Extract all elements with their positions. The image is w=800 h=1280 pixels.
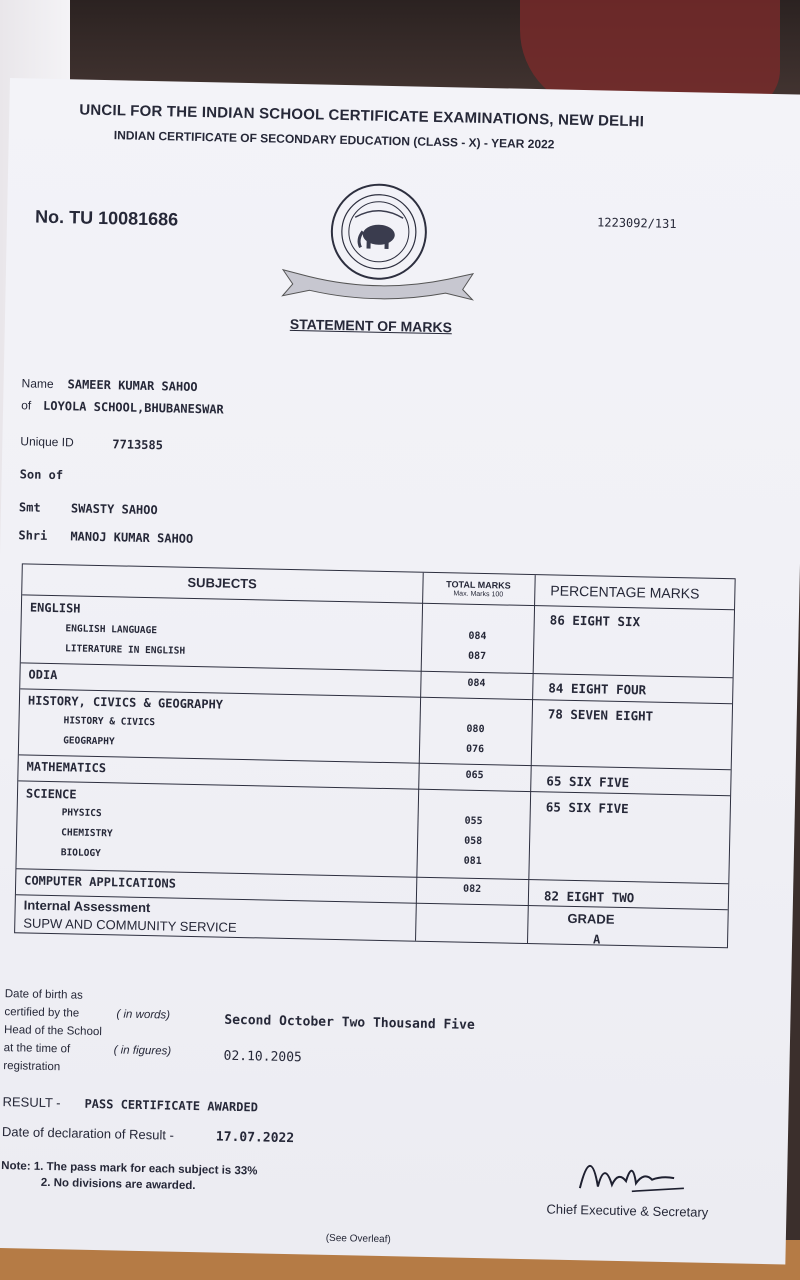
uid-label: Unique ID — [20, 434, 74, 450]
subject-history: HISTORY, CIVICS & GEOGRAPHY — [27, 693, 224, 712]
school-name: LOYOLA SCHOOL,BHUBANESWAR — [42, 398, 224, 417]
see-overleaf: (See Overleaf) — [325, 1232, 391, 1246]
result-label: RESULT - — [2, 1094, 61, 1111]
subject-odia: ODIA — [28, 667, 58, 683]
dob-line4: at the time of — [3, 1042, 71, 1056]
dob-line5: registration — [3, 1060, 61, 1074]
mark-history-civics: 080 — [466, 723, 485, 736]
mark-physics: 055 — [464, 815, 483, 828]
son-of-label: Son of — [19, 467, 64, 483]
mark-geography: 076 — [465, 743, 485, 756]
pct-science: 65 SIX FIVE — [545, 799, 629, 817]
pct-english: 86 EIGHT SIX — [549, 612, 641, 630]
name-label: Name — [21, 376, 54, 391]
school-label: of — [21, 398, 32, 413]
subject-science: SCIENCE — [25, 786, 77, 802]
in-figures-label: ( in figures) — [113, 1044, 172, 1058]
col-total — [426, 579, 530, 601]
subject-mathematics: MATHEMATICS — [26, 759, 107, 776]
mother-name: SWASTY SAHOO — [70, 501, 158, 518]
supw-label: SUPW AND COMMUNITY SERVICE — [23, 915, 237, 935]
signatory-title: Chief Executive & Secretary — [546, 1201, 709, 1220]
mark-english-language: 084 — [468, 630, 487, 643]
subject-computer: COMPUTER APPLICATIONS — [24, 873, 177, 891]
pct-mathematics: 65 SIX FIVE — [546, 773, 630, 791]
col-max-label: Max. Marks 100 — [453, 590, 504, 599]
candidate-name: SAMEER KUMAR SAHOO — [67, 377, 198, 394]
mark-odia: 084 — [467, 677, 486, 690]
father-name: MANOJ KUMAR SAHOO — [70, 529, 194, 546]
declaration-label: Date of declaration of Result - — [1, 1124, 175, 1143]
result-value: PASS CERTIFICATE AWARDED — [84, 1096, 259, 1115]
col-percentage: PERCENTAGE MARKS — [550, 582, 700, 602]
note-divisions: 2. No divisions are awarded. — [40, 1176, 196, 1193]
council-heading: UNCIL FOR THE INDIAN SCHOOL CERTIFICATE EXAMINATIONS, NEW DELHI — [79, 101, 645, 131]
pct-history: 78 SEVEN EIGHT — [547, 706, 654, 724]
sub-history-civics: HISTORY & CIVICS — [63, 715, 156, 729]
unique-id: 7713585 — [112, 437, 164, 453]
exam-heading: INDIAN CERTIFICATE OF SECONDARY EDUCATION (CLASS - X) - YEAR 2022 — [113, 128, 555, 152]
sub-physics: PHYSICS — [61, 807, 102, 820]
pct-odia: 84 EIGHT FOUR — [548, 680, 647, 698]
sub-literature: LITERATURE IN ENGLISH — [64, 643, 186, 657]
father-label: Shri — [18, 528, 48, 543]
table-divider — [415, 573, 424, 941]
col-total-label: TOTAL MARKS — [446, 579, 511, 591]
in-words-label: ( in words) — [116, 1008, 171, 1022]
internal-assessment: Internal Assessment — [23, 897, 151, 916]
table-divider — [527, 575, 536, 943]
declaration-date: 17.07.2022 — [215, 1129, 295, 1147]
dob-line1: Date of birth as — [4, 988, 83, 1002]
ribbon-motto-icon — [277, 262, 478, 306]
dob-in-figures: 02.10.2005 — [223, 1048, 302, 1066]
sub-biology: BIOLOGY — [60, 847, 101, 860]
table-divider — [19, 754, 731, 770]
sub-english-language: ENGLISH LANGUAGE — [65, 623, 158, 637]
statement-title: STATEMENT OF MARKS — [289, 315, 453, 336]
mark-computer: 082 — [462, 883, 482, 896]
sub-geography: GEOGRAPHY — [63, 735, 115, 748]
note-pass-mark: Note: 1. The pass mark for each subject is 33% — [1, 1160, 258, 1178]
certificate-number: No. TU 10081686 — [34, 206, 179, 230]
dob-line3: Head of the School — [3, 1024, 102, 1039]
subject-english: ENGLISH — [29, 600, 81, 616]
marks-statement-sheet — [0, 78, 800, 1264]
mark-biology: 081 — [463, 855, 482, 868]
grade-value: A — [592, 932, 601, 947]
sub-chemistry: CHEMISTRY — [61, 827, 113, 840]
dob-in-words: Second October Two Thousand Five — [224, 1012, 475, 1033]
serial-number: 1223092/131 — [596, 215, 677, 231]
pct-computer: 82 EIGHT TWO — [543, 888, 635, 906]
mark-chemistry: 058 — [464, 835, 483, 848]
marks-table — [14, 563, 736, 948]
mark-literature: 087 — [467, 650, 487, 663]
table-divider — [21, 662, 733, 678]
mark-mathematics: 065 — [465, 769, 484, 782]
grade-label: GRADE — [567, 910, 615, 927]
col-subjects: SUBJECTS — [187, 574, 257, 592]
signature-icon — [572, 1140, 693, 1203]
mother-label: Smt — [18, 500, 41, 515]
dob-line2: certified by the — [4, 1006, 80, 1020]
